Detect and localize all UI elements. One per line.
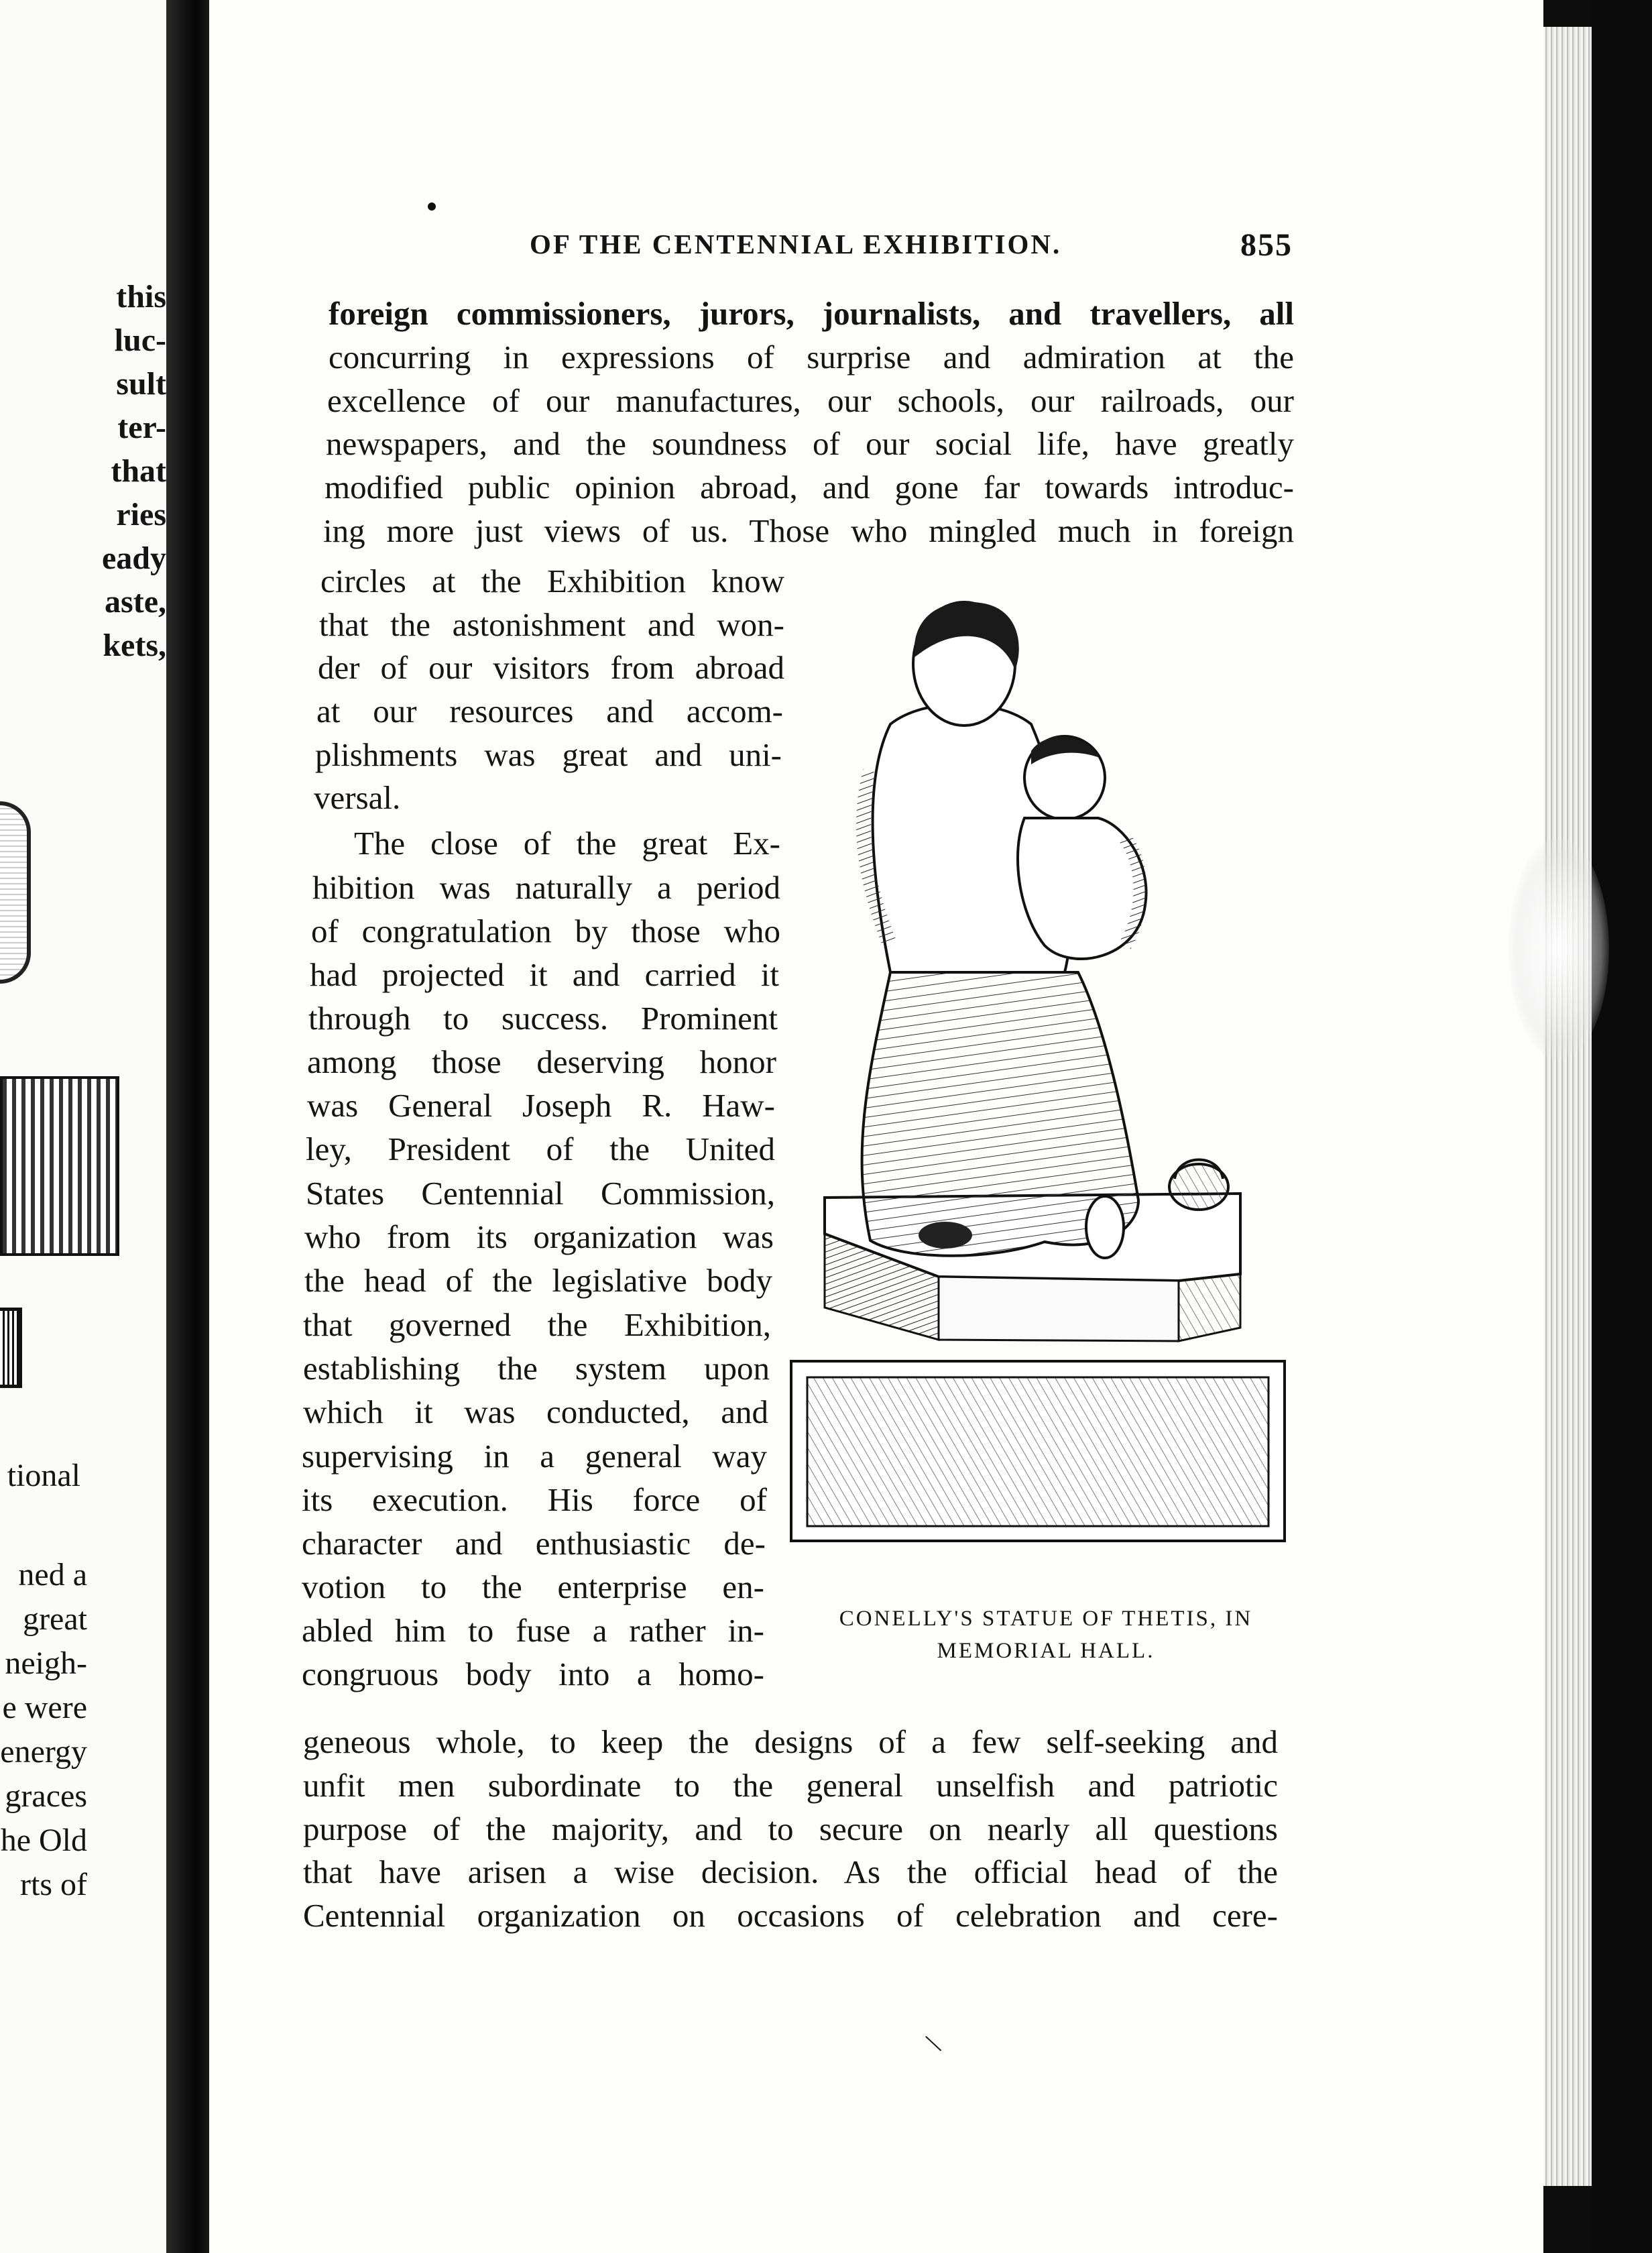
body-line: modified public opinion abroad, and gone far towards introduc-: [324, 469, 1294, 506]
left-page-text-top: [0, 275, 166, 667]
book-gutter: [166, 0, 209, 2253]
left-page-machine-engraving: [0, 1076, 119, 1256]
body-line: ing more just views of us. Those who mingled much in foreign: [323, 512, 1294, 549]
illustration-caption: CONELLY'S STATUE OF THETIS, IN: [839, 1607, 1253, 1631]
ink-dot: [428, 203, 436, 211]
body-line: unfit men subordinate to the general unselfish and patriotic: [303, 1767, 1278, 1804]
left-fragment-line: kets,: [103, 628, 166, 663]
body-line: newspapers, and the soundness of our social life, have greatly: [326, 425, 1294, 462]
left-fragment-line: great: [23, 1601, 87, 1637]
left-fragment-line: sult: [116, 366, 166, 402]
body-line: congruous body into a homo-: [302, 1656, 764, 1692]
left-page-text-middle: [0, 1454, 80, 1497]
paper-smudge: [1509, 838, 1609, 1059]
body-line: supervising in a general way: [302, 1438, 767, 1475]
body-line: which it was conducted, and: [303, 1393, 768, 1430]
body-line: hibition was naturally a period: [312, 869, 780, 906]
left-fragment-line: aste,: [105, 584, 166, 620]
body-line: concurring in expressions of surprise and admiration at the: [329, 339, 1294, 376]
body-line: had projected it and carried it: [310, 956, 779, 993]
left-fragment-line: ned a: [18, 1557, 87, 1593]
left-fragment-line: he Old: [0, 1823, 87, 1858]
body-line: versal.: [314, 779, 401, 816]
body-line: ley, President of the United: [306, 1131, 775, 1167]
body-line: foreign commissioners, jurors, journalists, and travellers, all: [329, 295, 1294, 332]
statue-platform-side: [939, 1277, 1179, 1341]
body-line: purpose of the majority, and to secure on nearly all questions: [303, 1810, 1278, 1847]
sandal: [919, 1222, 972, 1249]
body-line: through to success. Prominent: [308, 1000, 778, 1037]
figure-foot: [1086, 1196, 1124, 1258]
statue-platform-right: [1179, 1274, 1240, 1341]
left-fragment-line: graces: [5, 1778, 87, 1814]
left-fragment-line: luc-: [114, 323, 166, 358]
body-line: character and enthusiastic de-: [302, 1525, 766, 1562]
body-line: votion to the enterprise en-: [302, 1568, 764, 1605]
left-fragment-line: energy: [0, 1734, 87, 1770]
body-line: that have arisen a wise decision. As the official head of the: [303, 1853, 1278, 1890]
page-number: 855: [1240, 227, 1293, 263]
body-line: who from its organization was: [304, 1218, 774, 1255]
body-line: was General Joseph R. Haw-: [307, 1087, 775, 1124]
left-fragment-line: tional: [7, 1458, 80, 1493]
left-page-text-bottom: [0, 1553, 87, 1907]
body-line: excellence of our manufactures, our schools, our railroads, our: [327, 382, 1294, 419]
body-line: abled him to fuse a rather in-: [302, 1612, 764, 1649]
left-page-wheel-engraving: [0, 801, 31, 984]
body-line: of congratulation by those who: [311, 913, 780, 949]
illustration-caption: MEMORIAL HALL.: [937, 1639, 1155, 1663]
left-fragment-line: this: [116, 279, 166, 314]
left-fragment-line: ter-: [117, 410, 166, 445]
body-line: the head of the legislative body: [304, 1262, 772, 1299]
body-line: that governed the Exhibition,: [303, 1306, 771, 1343]
body-line: among those deserving honor: [307, 1043, 776, 1080]
stray-ink-mark: \: [922, 2026, 945, 2061]
body-line: States Centennial Commission,: [306, 1175, 775, 1212]
left-page-box-engraving: [0, 1308, 22, 1388]
body-line: circles at the Exhibition know: [320, 563, 784, 599]
body-line: der of our visitors from abroad: [318, 649, 784, 686]
left-fragment-line: rts of: [20, 1867, 87, 1902]
pedestal-panel: [807, 1377, 1268, 1526]
body-line: Centennial organization on occasions of celebration and cere-: [303, 1897, 1278, 1934]
body-line: that the astonishment and won-: [319, 606, 784, 643]
body-line: at our resources and accom-: [316, 693, 783, 730]
left-fragment-line: eady: [102, 540, 166, 576]
paragraph-start: The close of the great Ex-: [354, 825, 780, 862]
body-line: its execution. His force of: [302, 1481, 767, 1518]
page-edges: [1543, 27, 1592, 2186]
running-head: OF THE CENTENNIAL EXHIBITION.: [530, 229, 1062, 259]
scan-border: [1592, 0, 1652, 2253]
left-fragment-line: neigh-: [5, 1645, 87, 1681]
statue-illustration: [790, 597, 1289, 1576]
left-fragment-line: ries: [116, 497, 166, 532]
body-line: plishments was great and uni-: [315, 736, 782, 773]
left-fragment-line: e were: [2, 1690, 87, 1725]
left-fragment-line: that: [111, 453, 166, 489]
body-line: geneous whole, to keep the designs of a few self-seeking and: [303, 1723, 1278, 1760]
body-line: establishing the system upon: [303, 1350, 770, 1387]
